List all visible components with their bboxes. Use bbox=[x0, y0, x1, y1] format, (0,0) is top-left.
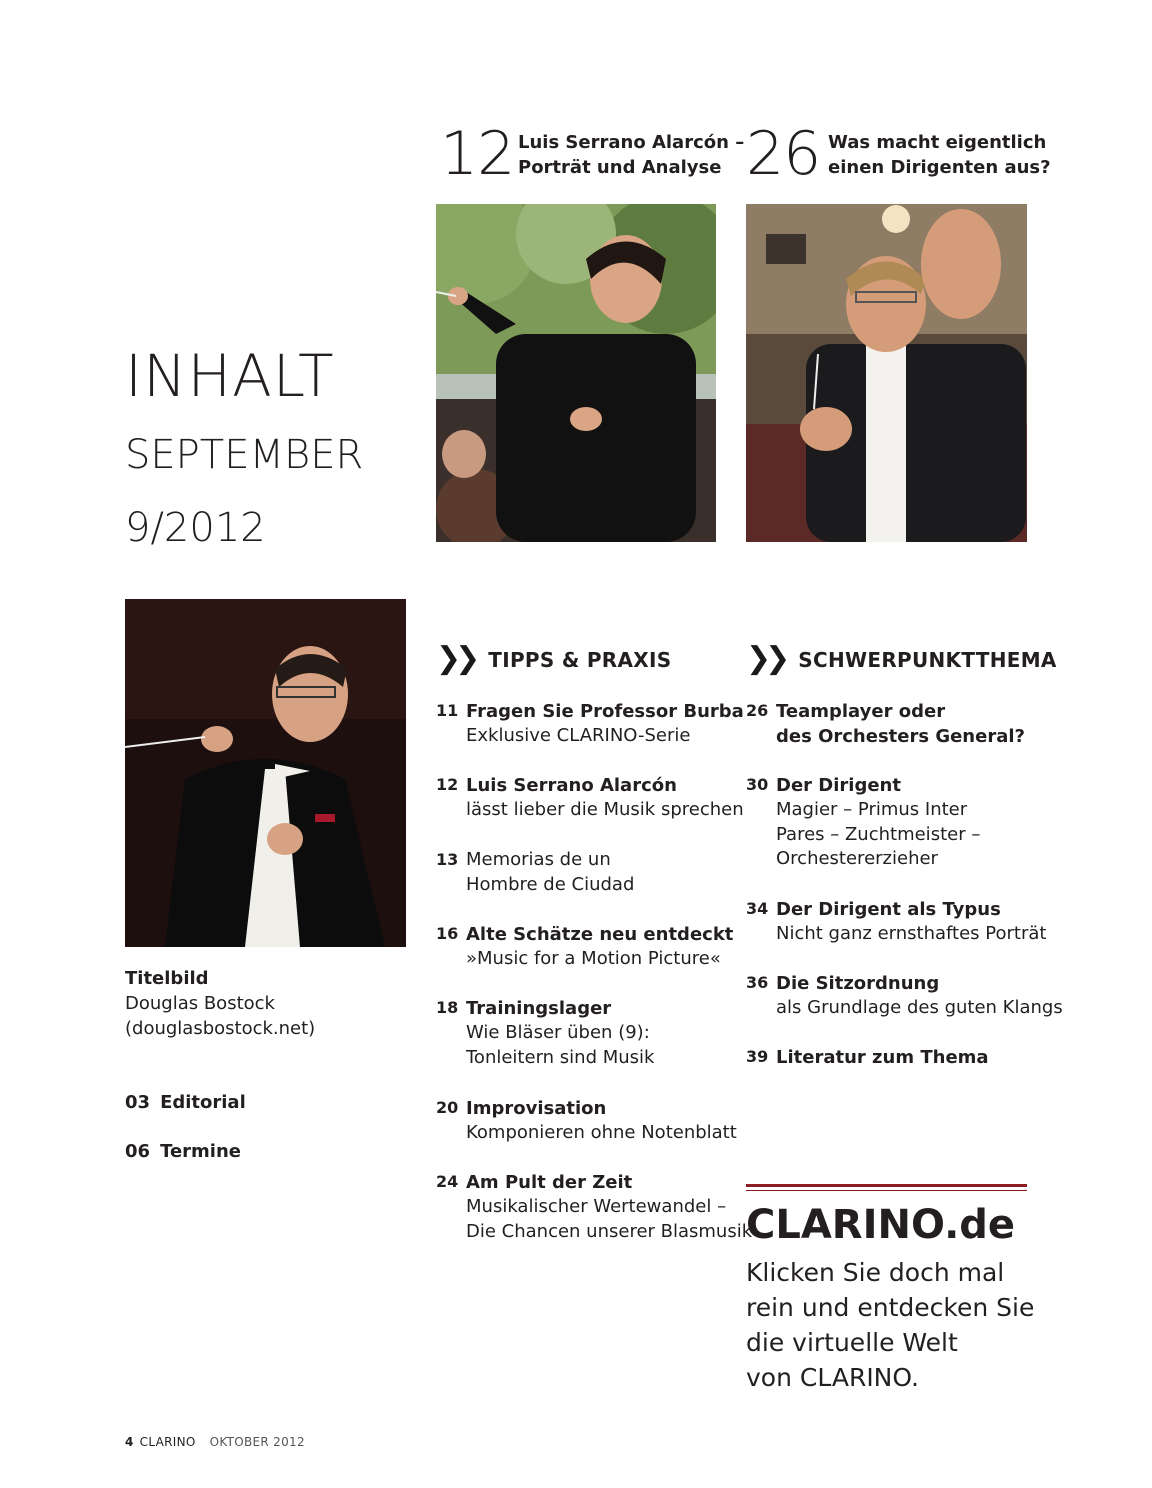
toc-item-title: Trainingslager bbox=[466, 998, 612, 1019]
toc-item-title: Der Dirigent bbox=[776, 775, 901, 796]
section-heading-schwerpunkt bbox=[746, 641, 1057, 676]
toc-item-subtitle: Memorias de un bbox=[466, 849, 611, 870]
toc-item-number: 16 bbox=[436, 924, 459, 943]
section-heading-label: SCHWERPUNKTTHEMA bbox=[798, 648, 1057, 672]
toc-item-number: 24 bbox=[436, 1172, 459, 1191]
toc-item-subtitle: Magier – Primus Inter bbox=[776, 799, 968, 820]
toc-item-title: Literatur zum Thema bbox=[776, 1047, 989, 1068]
footer-magazine: CLARINO bbox=[139, 1435, 196, 1449]
toc-item-number: 39 bbox=[746, 1047, 769, 1066]
feature-number: 12 bbox=[440, 119, 515, 189]
promo-text-line: von CLARINO. bbox=[746, 1363, 919, 1392]
toc-item-title: Am Pult der Zeit bbox=[466, 1172, 633, 1193]
promo-text bbox=[746, 1255, 1034, 1395]
toc-short-item-label: Editorial bbox=[160, 1092, 246, 1113]
toc-short-item-label: Termine bbox=[160, 1141, 241, 1162]
issue-number: 9/2012 bbox=[125, 505, 266, 551]
feature-title[interactable] bbox=[518, 130, 744, 180]
issue-month: SEPTEMBER bbox=[125, 432, 364, 478]
toc-item-title: Fragen Sie Professor Burba bbox=[466, 701, 744, 722]
promo-rule bbox=[746, 1184, 1027, 1187]
toc-short-item-termine[interactable] bbox=[125, 1139, 241, 1164]
toc-item-number: 18 bbox=[436, 998, 459, 1017]
toc-item-number: 36 bbox=[746, 973, 769, 992]
section-heading-tipps bbox=[436, 641, 672, 676]
feature-photo-serrano[interactable] bbox=[436, 204, 716, 542]
promo-text-line: Klicken Sie doch mal bbox=[746, 1258, 1005, 1287]
promo-text-line: rein und entdecken Sie bbox=[746, 1293, 1035, 1322]
toc-item-subtitle: lässt lieber die Musik sprechen bbox=[466, 799, 744, 820]
page-title: INHALT bbox=[125, 342, 335, 410]
toc-item-title: Improvisation bbox=[466, 1098, 607, 1119]
cover-credit bbox=[125, 966, 315, 1041]
toc-item-number: 26 bbox=[746, 701, 769, 720]
toc-item-title: Luis Serrano Alarcón bbox=[466, 775, 677, 796]
feature-title-line: Luis Serrano Alarcón – bbox=[518, 132, 745, 153]
toc-item-subtitle: Nicht ganz ernsthaftes Porträt bbox=[776, 923, 1047, 944]
cover-credit-url[interactable]: (douglasbostock.net) bbox=[125, 1018, 316, 1039]
page-footer bbox=[125, 1434, 305, 1450]
toc-item-number: 30 bbox=[746, 775, 769, 794]
double-chevron-icon: ❯❯ bbox=[436, 641, 475, 676]
toc-item-subtitle: Exklusive CLARINO-Serie bbox=[466, 725, 691, 746]
toc-item-subtitle: »Music for a Motion Picture« bbox=[466, 948, 721, 969]
feature-number: 26 bbox=[746, 119, 821, 189]
cover-credit-name: Douglas Bostock bbox=[125, 993, 275, 1014]
toc-item-title: Die Sitzordnung bbox=[776, 973, 940, 994]
toc-item-number: 13 bbox=[436, 850, 459, 869]
feature-title[interactable] bbox=[828, 130, 1051, 180]
toc-item-title: des Orchesters General? bbox=[776, 726, 1025, 747]
section-heading-label: TIPPS & PRAXIS bbox=[488, 648, 672, 672]
toc-item-title: Alte Schätze neu entdeckt bbox=[466, 924, 734, 945]
double-chevron-icon: ❯❯ bbox=[746, 641, 785, 676]
feature-title-line: Was macht eigentlich bbox=[828, 132, 1047, 153]
toc-item-number: 11 bbox=[436, 701, 459, 720]
toc-item-subtitle: Wie Bläser üben (9): bbox=[466, 1022, 650, 1043]
toc-item-subtitle: Die Chancen unserer Blasmusik bbox=[466, 1220, 753, 1242]
toc-item-subtitle: als Grundlage des guten Klangs bbox=[776, 997, 1063, 1018]
toc-item-title: Teamplayer oder bbox=[776, 701, 946, 722]
toc-item-number: 20 bbox=[436, 1098, 459, 1117]
promo-site-link[interactable]: CLARINO.de bbox=[746, 1202, 1016, 1248]
toc-item-subtitle: Tonleitern sind Musik bbox=[466, 1046, 655, 1068]
promo-text-line: die virtuelle Welt bbox=[746, 1328, 958, 1357]
page-number: 4 bbox=[125, 1435, 134, 1449]
toc-item-subtitle: Pares – Zuchtmeister – bbox=[776, 823, 981, 845]
cover-credit-label: Titelbild bbox=[125, 968, 209, 989]
toc-short-item-number: 03 bbox=[125, 1092, 151, 1113]
feature-title-line: Porträt und Analyse bbox=[518, 157, 722, 178]
toc-item-title: Der Dirigent als Typus bbox=[776, 899, 1001, 920]
toc-item-subtitle: Orchestererzieher bbox=[776, 848, 938, 869]
toc-short-item-number: 06 bbox=[125, 1141, 151, 1162]
toc-item-subtitle: Musikalischer Wertewandel – bbox=[466, 1196, 727, 1217]
toc-item-subtitle: Hombre de Ciudad bbox=[466, 874, 635, 895]
promo-rule bbox=[746, 1190, 1027, 1191]
feature-photo-dirigent[interactable] bbox=[746, 204, 1027, 542]
cover-photo[interactable] bbox=[125, 599, 406, 947]
feature-title-line: einen Dirigenten aus? bbox=[828, 157, 1051, 178]
toc-item-number: 12 bbox=[436, 775, 459, 794]
footer-month: OKTOBER 2012 bbox=[209, 1435, 305, 1449]
toc-item-number: 34 bbox=[746, 899, 769, 918]
toc-item-subtitle: Komponieren ohne Notenblatt bbox=[466, 1122, 737, 1143]
toc-short-item-editorial[interactable] bbox=[125, 1090, 246, 1115]
